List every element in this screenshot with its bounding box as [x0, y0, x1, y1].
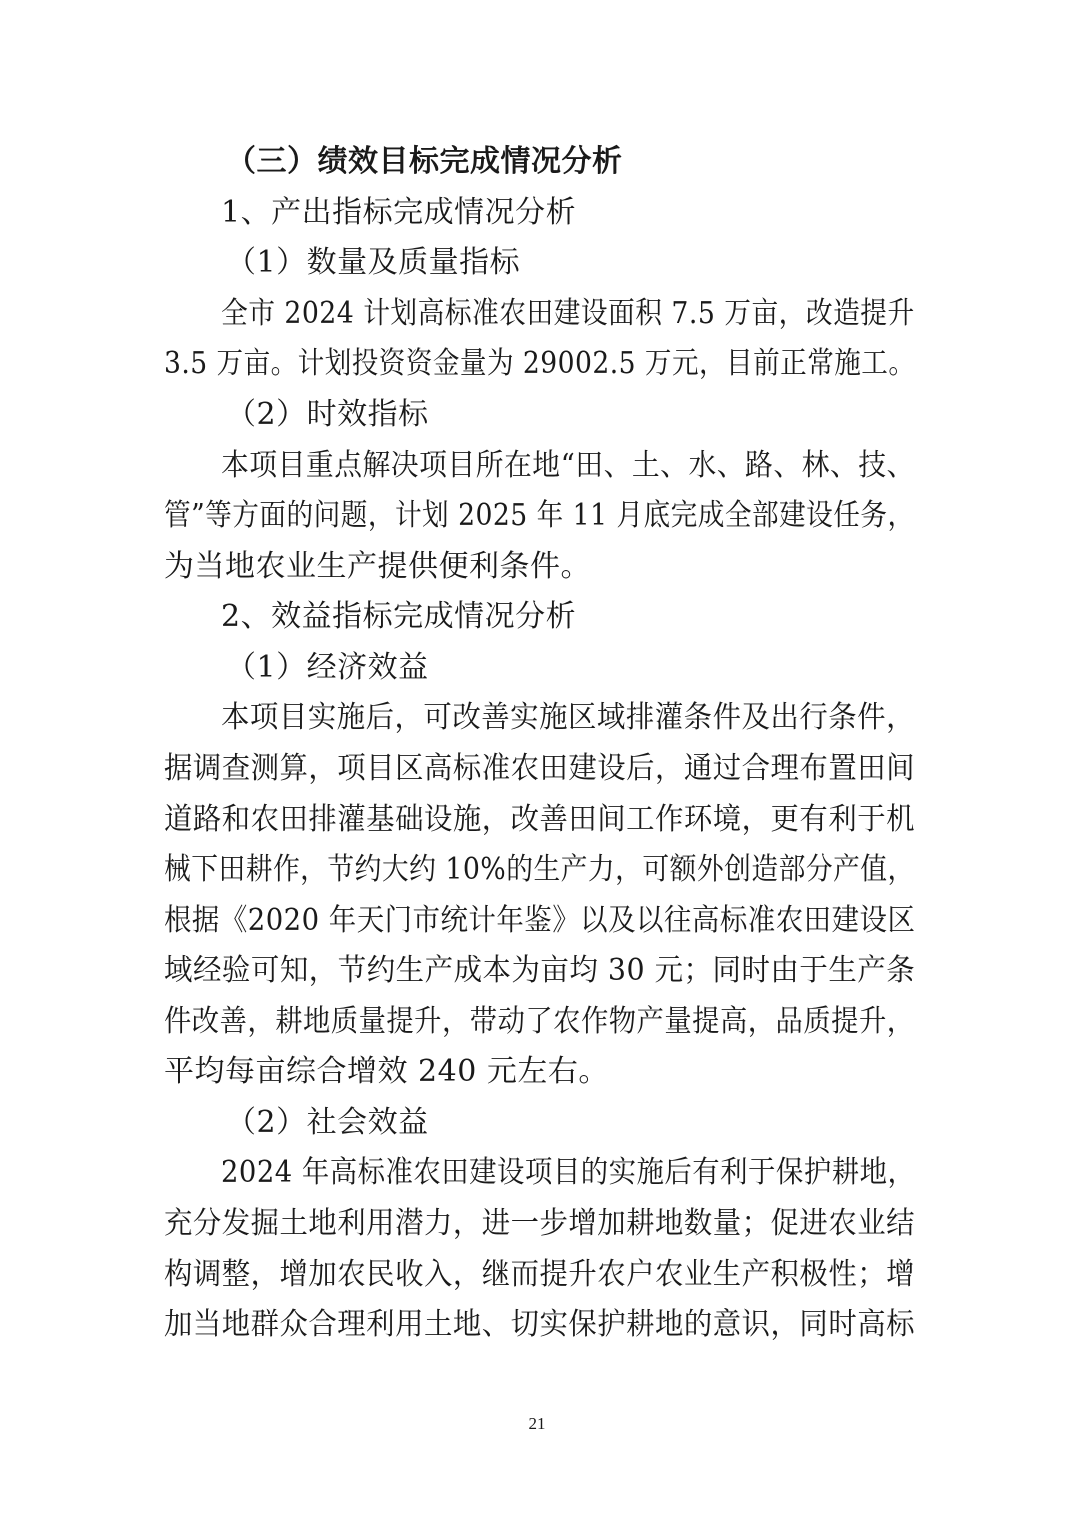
paragraph-line: 管”等方面的问题，计划 2025 年 11 月底完成全部建设任务，: [164, 498, 915, 533]
paragraph-line: 平均每亩综合增效 240 元左右。: [164, 1054, 609, 1089]
paragraph-line: 据调查测算，项目区高标准农田建设后，通过合理布置田间: [164, 751, 915, 786]
item-heading: （2）社会效益: [226, 1105, 429, 1140]
paragraph-line: 为当地农业生产提供便利条件。: [164, 549, 591, 584]
paragraph-line: 3.5 万亩。计划投资资金量为 29002.5 万元，目前正常施工。: [164, 346, 916, 381]
paragraph-line: 全市 2024 计划高标准农田建设面积 7.5 万亩，改造提升: [221, 296, 915, 331]
page-number: 21: [528, 1414, 546, 1433]
paragraph-line: 2024 年高标准农田建设项目的实施后有利于保护耕地，: [221, 1155, 916, 1190]
paragraph-line: 构调整，增加农民收入，继而提升农户农业生产积极性；增: [164, 1257, 915, 1292]
paragraph-line: 加当地群众合理利用土地、切实保护耕地的意识，同时高标: [164, 1307, 915, 1342]
section-heading: （三）绩效目标完成情况分析: [226, 144, 623, 179]
paragraph-line: 道路和农田排灌基础设施，改善田间工作环境，更有利于机: [164, 802, 915, 837]
paragraph-line: 械下田耕作，节约大约 10%的生产力，可额外创造部分产值，: [164, 852, 915, 887]
paragraph-line: 域经验可知，节约生产成本为亩均 30 元；同时由于生产条: [164, 953, 916, 988]
subsection-heading: 1、产出指标完成情况分析: [221, 195, 577, 230]
paragraph-line: 件改善，耕地质量提升，带动了农作物产量提高，品质提升，: [164, 1004, 915, 1039]
paragraph-line: 根据《2020 年天门市统计年鉴》以及以往高标准农田建设区: [164, 903, 916, 938]
item-heading: （1）数量及质量指标: [226, 245, 521, 280]
item-heading: （1）经济效益: [226, 650, 429, 685]
paragraph-line: 本项目重点解决项目所在地“田、土、水、路、林、技、: [221, 448, 915, 483]
paragraph-line: 充分发掘土地利用潜力，进一步增加耕地数量；促进农业结: [164, 1206, 915, 1241]
item-heading: （2）时效指标: [226, 397, 429, 432]
paragraph-line: 本项目实施后，可改善实施区域排灌条件及出行条件，: [221, 700, 916, 735]
subsection-heading: 2、效益指标完成情况分析: [221, 599, 577, 634]
